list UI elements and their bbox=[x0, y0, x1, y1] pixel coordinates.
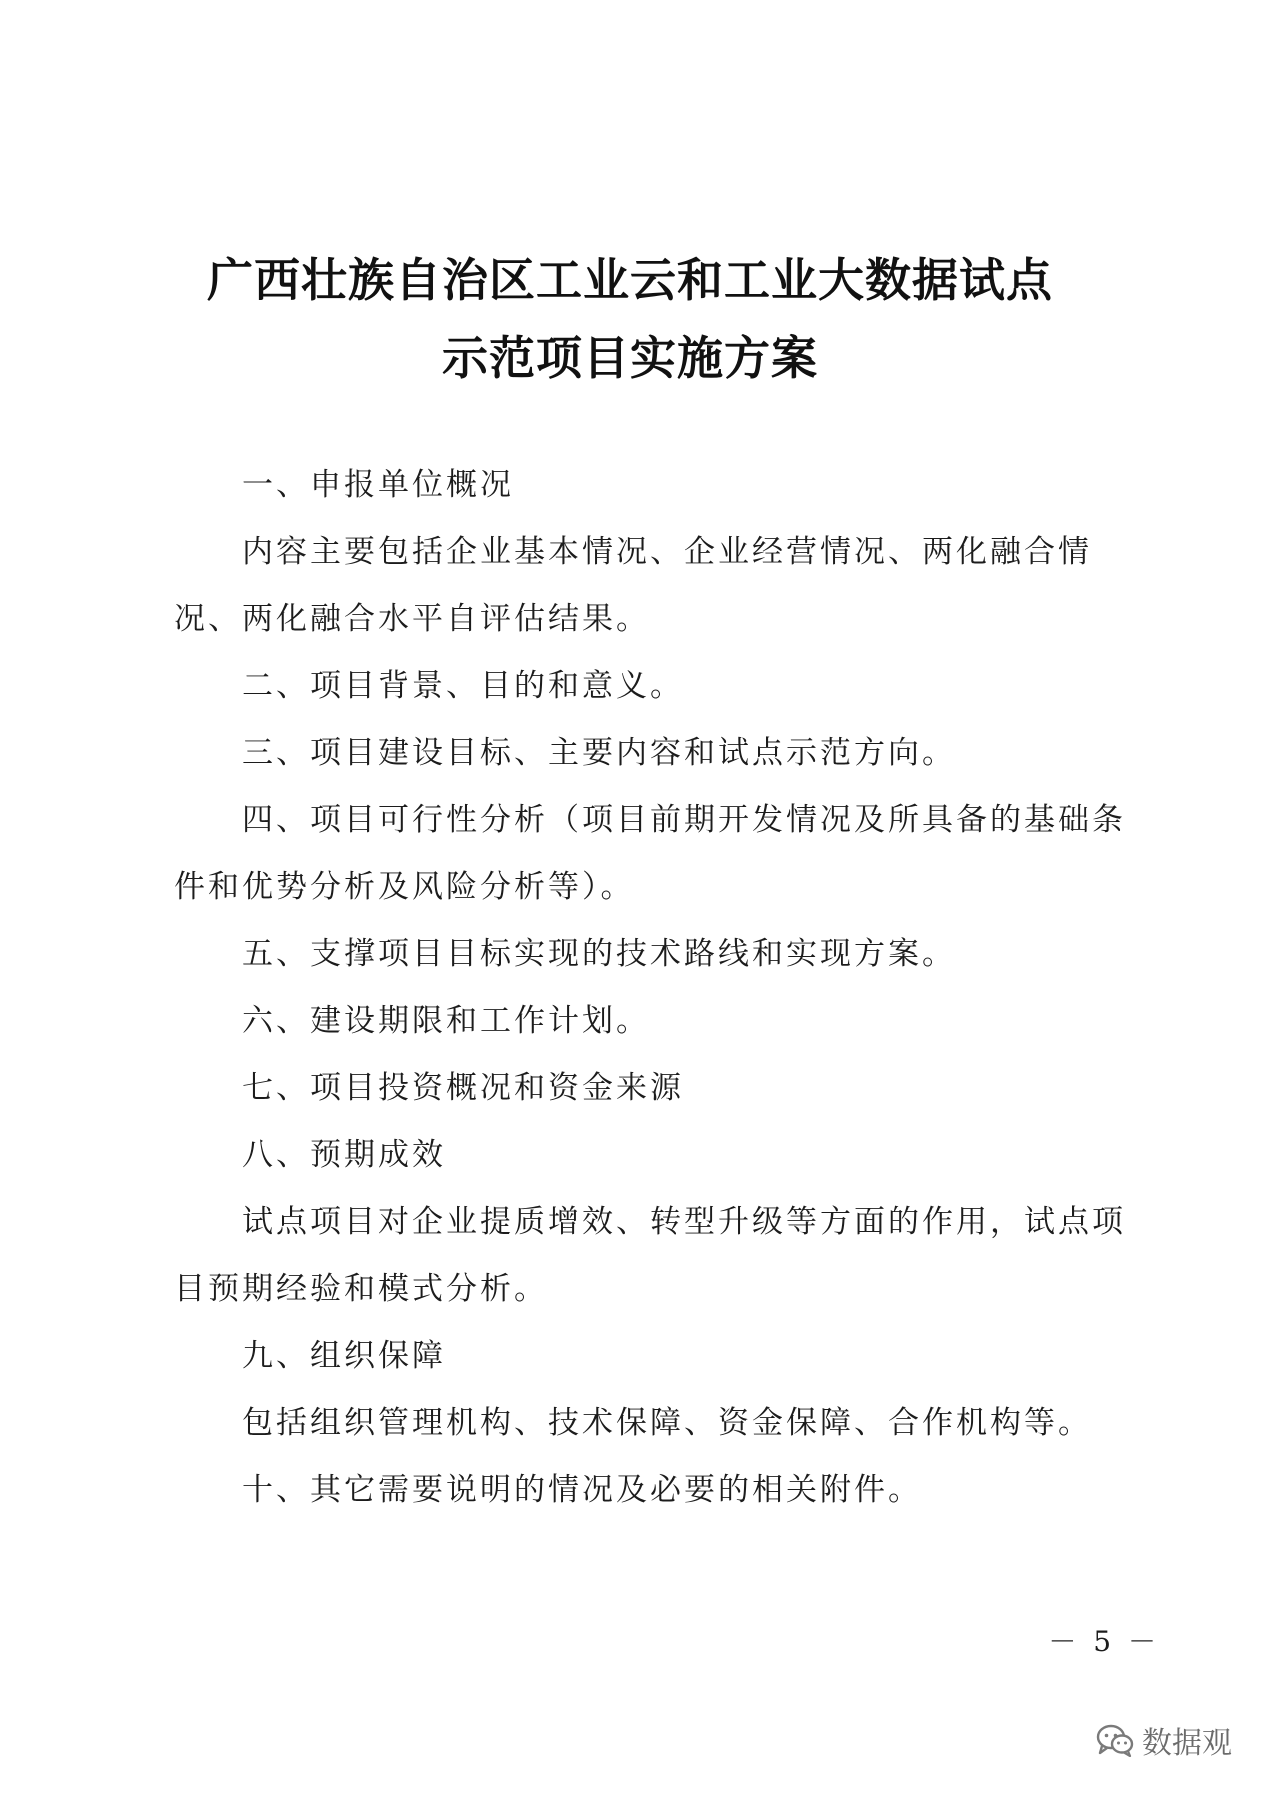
section-1-heading: 一、申报单位概况 bbox=[242, 467, 514, 503]
page-number: － 5 － bbox=[1048, 1625, 1160, 1658]
document-body bbox=[174, 452, 1134, 1524]
wechat-icon bbox=[1096, 1723, 1134, 1757]
section-9-heading: 九、组织保障 bbox=[242, 1338, 446, 1374]
watermark-text: 数据观 bbox=[1142, 1726, 1232, 1761]
section-10-heading: 十、其它需要说明的情况及必要的相关附件。 bbox=[242, 1472, 922, 1508]
section-6-heading: 六、建设期限和工作计划。 bbox=[242, 1003, 650, 1039]
section-8-content: 试点项目对企业提质增效、转型升级等方面的作用，试点项目预期经验和模式分析。 bbox=[174, 1204, 1126, 1307]
section-4-heading: 四、项目可行性分析（项目前期开发情况及所具备的基础条件和优势分析及风险分析等）。 bbox=[174, 802, 1126, 905]
section-5-heading: 五、支撑项目目标实现的技术路线和实现方案。 bbox=[242, 936, 956, 972]
section-3-heading: 三、项目建设目标、主要内容和试点示范方向。 bbox=[242, 735, 956, 771]
section-7-heading: 七、项目投资概况和资金来源 bbox=[242, 1070, 684, 1106]
watermark bbox=[1096, 1720, 1232, 1760]
section-8-heading: 八、预期成效 bbox=[242, 1137, 446, 1173]
document-title-line-2: 示范项目实施方案 bbox=[442, 331, 818, 385]
section-9-content: 包括组织管理机构、技术保障、资金保障、合作机构等。 bbox=[242, 1405, 1092, 1441]
document-title-line-1: 广西壮族自治区工业云和工业大数据试点 bbox=[207, 253, 1053, 307]
section-1-content: 内容主要包括企业基本情况、企业经营情况、两化融合情况、两化融合水平自评估结果。 bbox=[174, 534, 1092, 637]
section-2-heading: 二、项目背景、目的和意义。 bbox=[242, 668, 684, 704]
